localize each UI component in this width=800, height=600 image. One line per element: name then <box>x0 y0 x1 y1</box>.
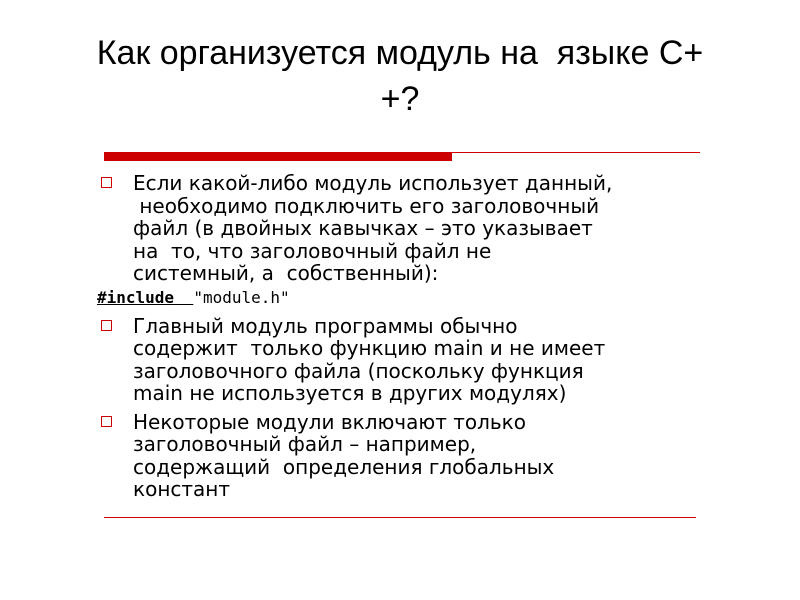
bullet-line: констант <box>133 477 231 501</box>
bullet-text <box>133 410 554 502</box>
title-divider <box>104 150 700 162</box>
bullet-item <box>97 411 717 501</box>
bullet-line: заголовочного файла (поскольку функция <box>133 358 584 383</box>
bullet-line: заголовочный файл – например, <box>133 432 477 456</box>
bullet-line: Некоторые модули включают только <box>133 409 526 434</box>
bullet-line: main не используется в других модулях) <box>133 381 567 405</box>
bullet-text <box>133 314 605 406</box>
square-bullet-icon <box>101 177 112 188</box>
bullet-item <box>97 172 717 285</box>
bullet-line: содержащий определения глобальных <box>133 454 555 479</box>
code-keyword: #include <box>97 287 175 307</box>
bullet-line: на то, что заголовочный файл не <box>133 238 492 263</box>
code-argument: "module.h" <box>193 287 290 307</box>
title-divider-thick <box>104 152 452 161</box>
square-bullet-icon <box>101 416 112 427</box>
title-divider-thin <box>452 152 700 153</box>
bullet-text <box>133 172 717 285</box>
bullet-line: Если какой-либо модуль использует данный, <box>133 171 613 195</box>
bullet-line: системный, а собственный): <box>133 261 439 285</box>
bullet-line: Главный модуль программы обычно <box>133 313 518 338</box>
bullet-item <box>97 315 717 405</box>
bullet-line: файл (в двойных кавычках – это указывает <box>133 216 593 240</box>
square-bullet-icon <box>101 320 112 331</box>
bullet-line: содержит только функцию main и не имеет <box>133 336 606 360</box>
bottom-divider <box>104 517 696 518</box>
slide-title <box>40 30 760 122</box>
bullet-line: необходимо подключить его заголовочный <box>133 193 600 218</box>
slide-title-line-1: Как организуется модуль на языке С+ <box>96 34 704 72</box>
slide-content <box>97 172 717 501</box>
slide-title-line-2: +? <box>380 80 420 118</box>
code-line <box>97 287 717 309</box>
